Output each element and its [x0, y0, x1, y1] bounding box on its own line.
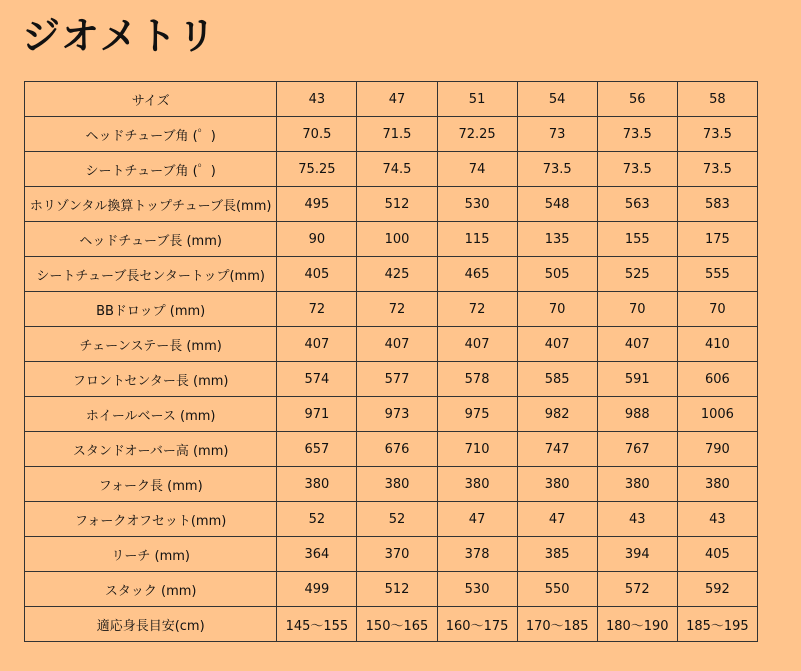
table-cell: 550	[517, 572, 597, 607]
table-row	[25, 327, 758, 362]
table-cell: 394	[597, 537, 677, 572]
table-cell: 73.5	[597, 117, 677, 152]
table-cell: 525	[597, 257, 677, 292]
table-cell: 145〜155	[277, 607, 357, 642]
size-header-cell: 58	[677, 82, 757, 117]
table-cell: 70	[517, 292, 597, 327]
table-cell: 380	[277, 467, 357, 502]
size-header-label: サイズ	[25, 82, 277, 117]
table-cell: 72	[357, 292, 437, 327]
table-cell: 583	[677, 187, 757, 222]
table-cell: 574	[277, 362, 357, 397]
table-cell: 47	[437, 502, 517, 537]
table-cell: 407	[437, 327, 517, 362]
table-cell: 52	[357, 502, 437, 537]
table-row	[25, 257, 758, 292]
table-cell: 70	[677, 292, 757, 327]
table-cell: 160〜175	[437, 607, 517, 642]
table-cell: 380	[677, 467, 757, 502]
table-row	[25, 187, 758, 222]
row-label: ヘッドチューブ長 (mm)	[25, 222, 277, 257]
table-row	[25, 362, 758, 397]
table-cell: 73.5	[517, 152, 597, 187]
table-cell: 657	[277, 432, 357, 467]
row-label: フロントセンター長 (mm)	[25, 362, 277, 397]
row-label: ヘッドチューブ角 (゜)	[25, 117, 277, 152]
row-label: シートチューブ角 (゜)	[25, 152, 277, 187]
table-cell: 185〜195	[677, 607, 757, 642]
row-label: スタック (mm)	[25, 572, 277, 607]
size-header-cell: 43	[277, 82, 357, 117]
table-row	[25, 152, 758, 187]
table-cell: 43	[597, 502, 677, 537]
table-cell: 170〜185	[517, 607, 597, 642]
table-cell: 982	[517, 397, 597, 432]
table-cell: 378	[437, 537, 517, 572]
row-label: ホイールベース (mm)	[25, 397, 277, 432]
table-cell: 135	[517, 222, 597, 257]
table-cell: 380	[437, 467, 517, 502]
table-cell: 592	[677, 572, 757, 607]
table-cell: 591	[597, 362, 677, 397]
table-cell: 73.5	[597, 152, 677, 187]
table-cell: 380	[597, 467, 677, 502]
row-label: チェーンステー長 (mm)	[25, 327, 277, 362]
table-cell: 405	[277, 257, 357, 292]
row-label: リーチ (mm)	[25, 537, 277, 572]
row-label: ホリゾンタル換算トップチューブ長(mm)	[25, 187, 277, 222]
table-cell: 70	[597, 292, 677, 327]
table-cell: 70.5	[277, 117, 357, 152]
row-label: BBドロップ (mm)	[25, 292, 277, 327]
table-cell: 425	[357, 257, 437, 292]
table-cell: 90	[277, 222, 357, 257]
table-cell: 380	[517, 467, 597, 502]
table-cell: 71.5	[357, 117, 437, 152]
table-cell: 370	[357, 537, 437, 572]
row-label: フォークオフセット(mm)	[25, 502, 277, 537]
table-cell: 606	[677, 362, 757, 397]
table-cell: 710	[437, 432, 517, 467]
table-cell: 555	[677, 257, 757, 292]
table-cell: 72	[437, 292, 517, 327]
table-cell: 75.25	[277, 152, 357, 187]
table-cell: 971	[277, 397, 357, 432]
page-title: ジオメトリ	[22, 14, 217, 58]
table-cell: 364	[277, 537, 357, 572]
table-cell: 577	[357, 362, 437, 397]
table-cell: 973	[357, 397, 437, 432]
table-cell: 578	[437, 362, 517, 397]
table-cell: 43	[677, 502, 757, 537]
table-row	[25, 292, 758, 327]
geometry-table	[24, 81, 758, 642]
size-header-cell: 51	[437, 82, 517, 117]
row-label: スタンドオーバー高 (mm)	[25, 432, 277, 467]
table-row	[25, 397, 758, 432]
table-cell: 100	[357, 222, 437, 257]
table-row	[25, 222, 758, 257]
table-row	[25, 467, 758, 502]
table-cell: 747	[517, 432, 597, 467]
table-cell: 465	[437, 257, 517, 292]
size-header-cell: 47	[357, 82, 437, 117]
table-cell: 505	[517, 257, 597, 292]
table-cell: 410	[677, 327, 757, 362]
row-label: フォーク長 (mm)	[25, 467, 277, 502]
table-cell: 499	[277, 572, 357, 607]
table-row	[25, 117, 758, 152]
table-cell: 72.25	[437, 117, 517, 152]
size-header-cell: 56	[597, 82, 677, 117]
table-cell: 385	[517, 537, 597, 572]
table-cell: 180〜190	[597, 607, 677, 642]
table-cell: 767	[597, 432, 677, 467]
table-cell: 73.5	[677, 117, 757, 152]
table-cell: 530	[437, 187, 517, 222]
table-cell: 512	[357, 572, 437, 607]
table-header-row	[25, 82, 758, 117]
table-cell: 988	[597, 397, 677, 432]
geometry-table-body	[25, 82, 758, 642]
size-header-cell: 54	[517, 82, 597, 117]
table-cell: 72	[277, 292, 357, 327]
row-label: 適応身長目安(cm)	[25, 607, 277, 642]
table-cell: 405	[677, 537, 757, 572]
table-cell: 47	[517, 502, 597, 537]
table-cell: 150〜165	[357, 607, 437, 642]
table-row	[25, 432, 758, 467]
table-cell: 585	[517, 362, 597, 397]
table-cell: 380	[357, 467, 437, 502]
table-cell: 548	[517, 187, 597, 222]
table-cell: 407	[357, 327, 437, 362]
table-cell: 73.5	[677, 152, 757, 187]
table-cell: 530	[437, 572, 517, 607]
table-cell: 407	[517, 327, 597, 362]
table-row	[25, 607, 758, 642]
table-cell: 175	[677, 222, 757, 257]
table-cell: 407	[277, 327, 357, 362]
table-cell: 52	[277, 502, 357, 537]
table-cell: 155	[597, 222, 677, 257]
table-cell: 790	[677, 432, 757, 467]
table-row	[25, 572, 758, 607]
table-row	[25, 537, 758, 572]
table-cell: 74.5	[357, 152, 437, 187]
table-cell: 975	[437, 397, 517, 432]
table-cell: 1006	[677, 397, 757, 432]
table-cell: 572	[597, 572, 677, 607]
table-cell: 495	[277, 187, 357, 222]
table-cell: 512	[357, 187, 437, 222]
row-label: シートチューブ長センタートップ(mm)	[25, 257, 277, 292]
table-row	[25, 502, 758, 537]
table-cell: 73	[517, 117, 597, 152]
table-cell: 676	[357, 432, 437, 467]
table-cell: 115	[437, 222, 517, 257]
table-cell: 74	[437, 152, 517, 187]
table-cell: 407	[597, 327, 677, 362]
table-cell: 563	[597, 187, 677, 222]
